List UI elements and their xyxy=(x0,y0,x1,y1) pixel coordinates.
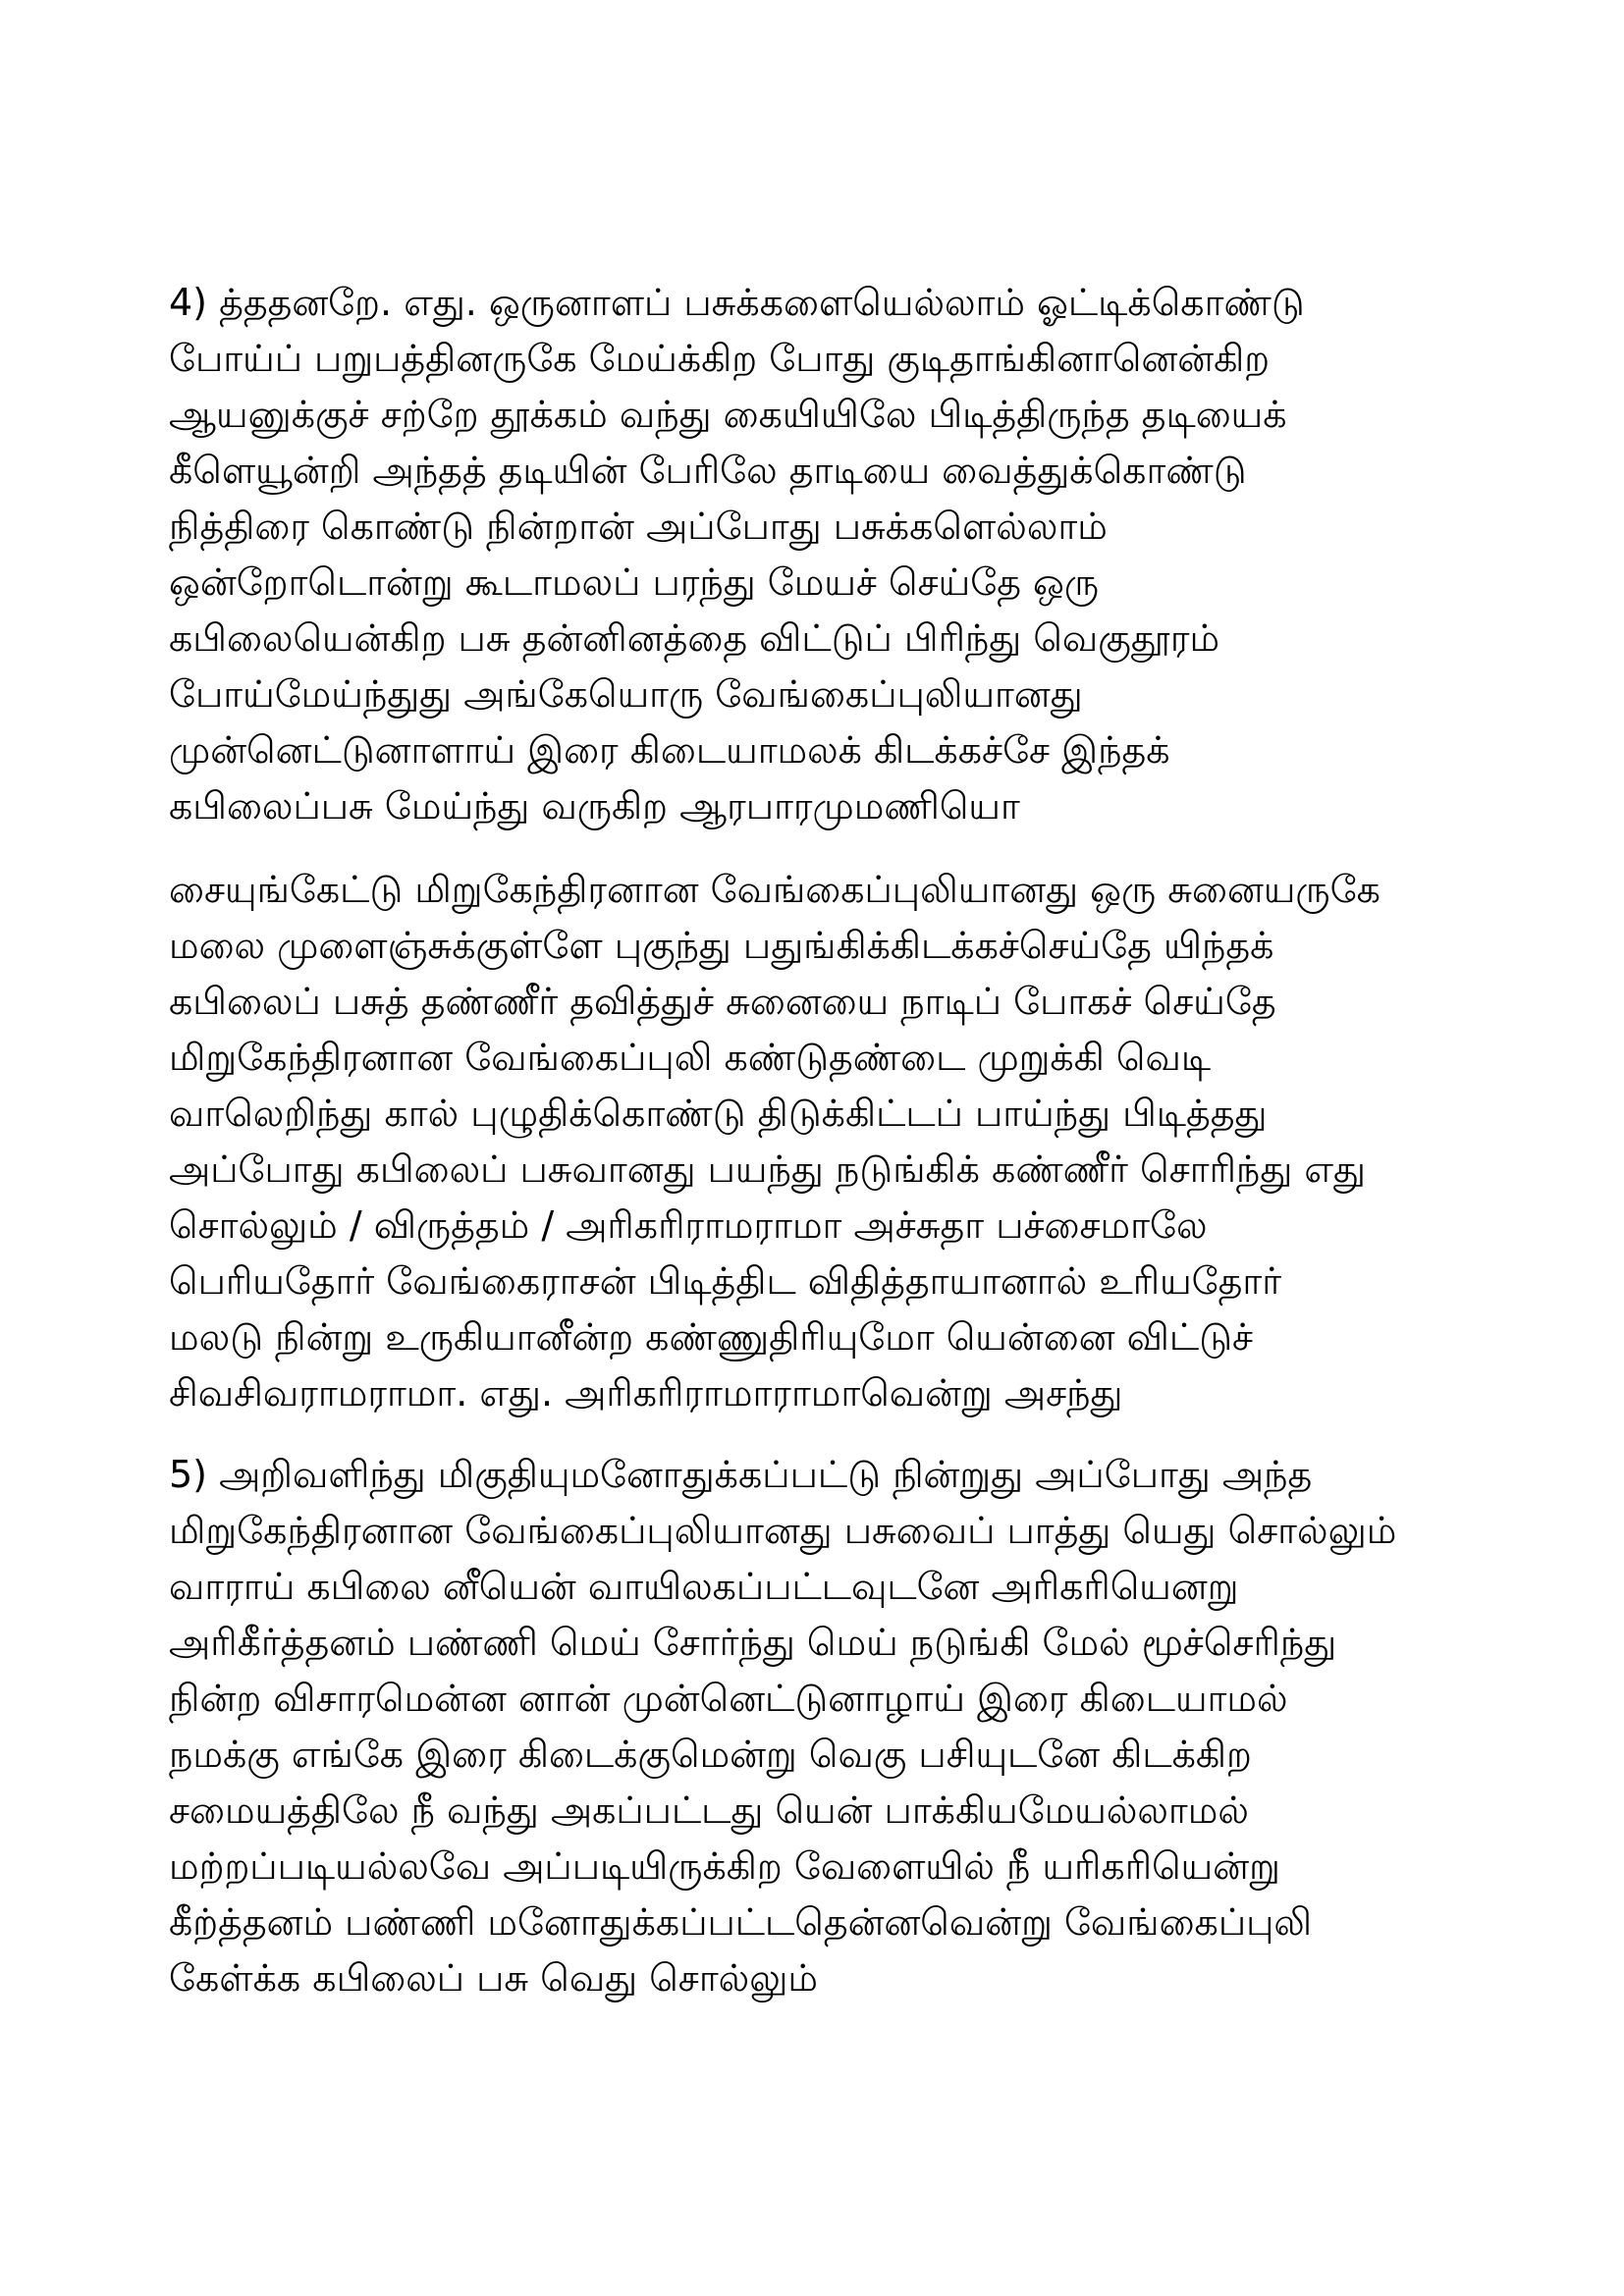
text-line: கேள்க்க கபிலைப் பசு வெது சொல்லும் xyxy=(169,1956,818,2000)
text-line: கபிலையென்கிற பசு தன்னினத்தை விட்டுப் பிரிந்து வெகுதூரம் xyxy=(169,616,1220,660)
text-line: மலடு நின்று உருகியானீன்ற கண்ணுதிரியுமோ யென்னை விட்டுச் xyxy=(169,1315,1254,1359)
text-line: மிறுகேந்திரனான வேங்கைப்புலி கண்டுதண்டை முறுக்கி வெடி xyxy=(169,1036,1212,1079)
text-line: பெரியதோர் வேங்கைராசன் பிடித்திட விதித்தாயானால் உரியதோர் xyxy=(169,1259,1282,1303)
text-line: அரிகீர்த்தனம் பண்ணி மெய் சோர்ந்து மெய் நடுங்கி மேல் மூச்செரிந்து xyxy=(169,1621,1337,1664)
text-line: சொல்லும் / விருத்தம் / அரிகரிராமராமா அச்சுதா பச்சைமாலே xyxy=(169,1203,1208,1247)
text-line: ஆயனுக்குச் சற்றே தூக்கம் வந்து கையியிலே பிடித்திருந்த தடியைக் xyxy=(169,393,1287,436)
text-line: கபிலைப்பசு மேய்ந்து வருகிற ஆரபாரமுமணியொ xyxy=(169,784,1020,828)
text-line: சையுங்கேட்டு மிறுகேந்திரனான வேங்கைப்புலியானது ஒரு சுனையருகே xyxy=(169,868,1380,911)
text-line: கீளெயூன்றி அந்தத் தடியின் பேரிலே தாடியை வைத்துக்கொண்டு xyxy=(169,449,1247,492)
text-line: நமக்கு எங்கே இரை கிடைக்குமென்று வெகு பசியுடனே கிடக்கிற xyxy=(169,1733,1252,1776)
paragraph-1 xyxy=(169,275,1524,834)
text-line: 4) த்ததனறே. எது. ஒருனாளப் பசுக்களையெல்லாம் ஓட்டிக்கொண்டு xyxy=(169,281,1305,324)
text-line: சமையத்திலே நீ வந்து அகப்பட்டது யென் பாக்கியமேயல்லாமல் xyxy=(169,1789,1249,1832)
text-line: வாலெறிந்து கால் புழுதிக்கொண்டு திடுக்கிட்டப் பாய்ந்து பிடித்தது xyxy=(169,1092,1268,1135)
text-line: மற்றப்படியல்லவே அப்படியிருக்கிற வேளையில் நீ யரிகரியென்று xyxy=(169,1844,1280,1888)
text-line: போய்மேய்ந்துது அங்கேயொரு வேங்கைப்புலியானது xyxy=(169,672,1083,716)
paragraph-3 xyxy=(169,1447,1524,2006)
text-line: கபிலைப் பசுத் தண்ணீர் தவித்துச் சுனையை நாடிப் போகச் செய்தே xyxy=(169,980,1276,1023)
text-line: சிவசிவராமராமா. எது. அரிகரிராமாராமாவென்று அசந்து xyxy=(169,1371,1123,1415)
text-line: நித்திரை கொண்டு நின்றான் அப்போது பசுக்களெல்லாம் xyxy=(169,505,1108,548)
text-line: மலை முளைஞ்சுக்குள்ளே புகுந்து பதுங்கிக்கிடக்கச்செய்தே யிந்தக் xyxy=(169,924,1274,967)
text-line: 5) அறிவளிந்து மிகுதியுமனோதுக்கப்பட்டு நின்றுது அப்போது அந்த xyxy=(169,1453,1313,1496)
text-line: போய்ப் பறுபத்தினருகே மேய்க்கிற போது குடிதாங்கினானென்கிற xyxy=(169,337,1271,380)
text-line: மிறுகேந்திரனான வேங்கைப்புலியானது பசுவைப் பாத்து யெது சொல்லும் xyxy=(169,1509,1397,1552)
text-line: வாராய் கபிலை னீயென் வாயிலகப்பட்டவுடனே அரிகரியெனறு xyxy=(169,1565,1239,1608)
text-line: அப்போது கபிலைப் பசுவானது பயந்து நடுங்கிக் கண்ணீர் சொரிந்து எது xyxy=(169,1148,1366,1191)
paragraph-2 xyxy=(169,862,1524,1421)
text-line: ஒன்றோடொன்று கூடாமலப் பரந்து மேயச் செய்தே ஒரு xyxy=(169,561,1100,604)
text-line: முன்னெட்டுனாளாய் இரை கிடையாமலக் கிடக்கச்சே இந்தக் xyxy=(169,728,1170,772)
text-line: நின்ற விசாரமென்ன னான் முன்னெட்டுனாழாய் இரை கிடையாமல் xyxy=(169,1677,1288,1720)
text-line: கீற்த்தனம் பண்ணி மனோதுக்கப்பட்டதென்னவென்று வேங்கைப்புலி xyxy=(169,1900,1313,1944)
